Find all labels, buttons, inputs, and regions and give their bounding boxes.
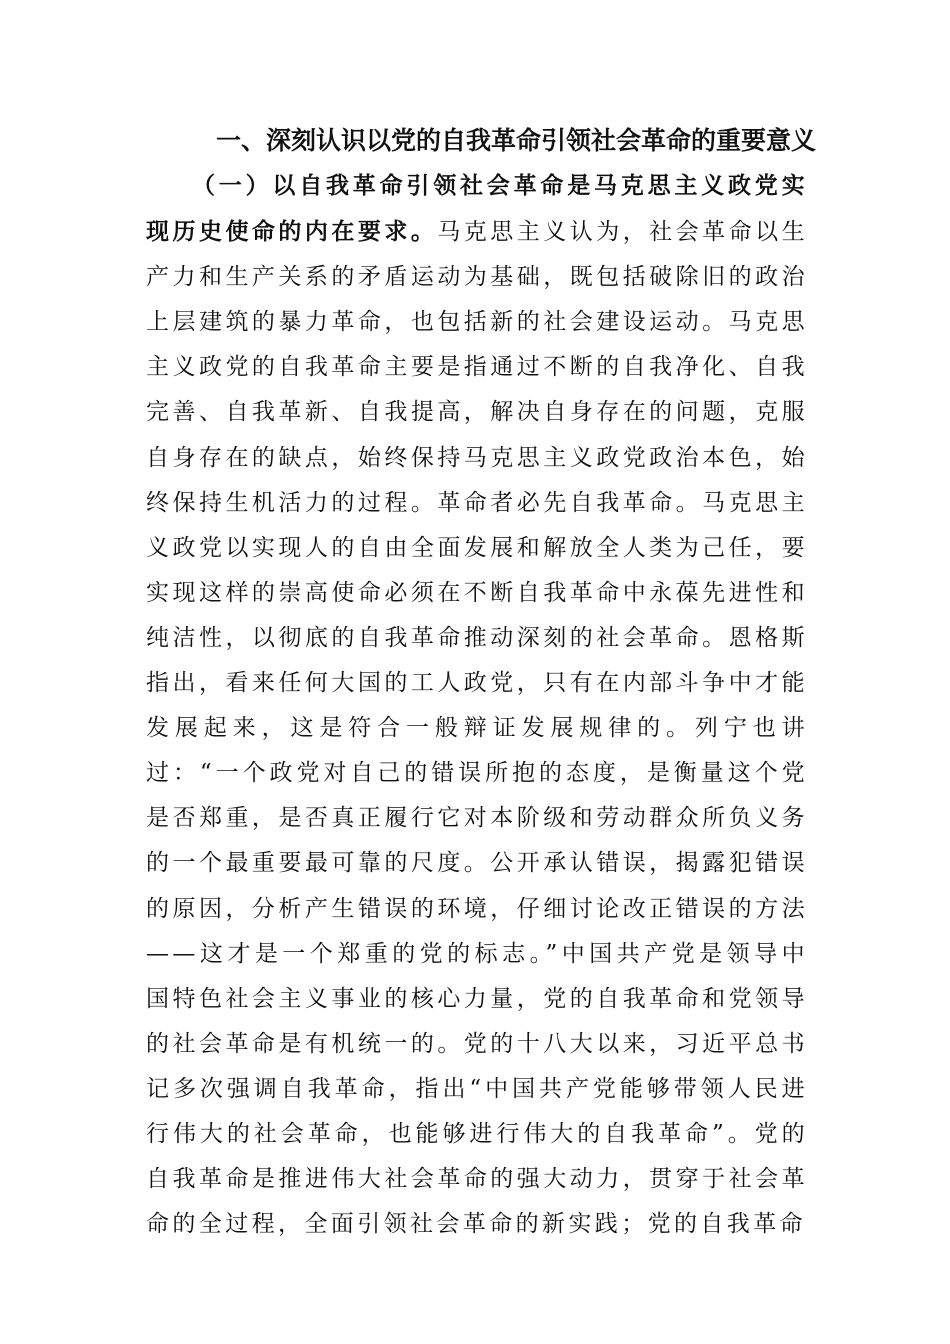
paragraph-lead-sentence: （一）以自我革命引领社会革命是马克思主义政党实现历史使命的内在要求。	[146, 172, 808, 246]
body-paragraph	[146, 163, 808, 1247]
paragraph-body-text: 马克思主义认为，社会革命以生产力和生产关系的矛盾运动为基础，既包括破除旧的政治上层建筑的暴力革命，也包括新的社会建设运动。马克思主义政党的自我革命主要是指通过不断的自我净化、自我完善、自我革新、自我提高，解决自身存在的问题，克服自身存在的缺点，始终保持马克思主义政党政治本色，始终保持生机活力的过程。革命者必先自我革命。马克思主义政党以实现人的自由全面发展和解放全人类为己任，要实现这样的崇高使命必须在不断自我革命中永葆先进性和纯洁性，以彻底的自我革命推动深刻的社会革命。恩格斯指出，看来任何大国的工人政党，只有在内部斗争中才能发展起来，这是符合一般辩证发展规律的。列宁也讲过：“一个政党对自己的错误所抱的态度，是衡量这个党是否郑重，是否真正履行它对本阶级和劳动群众所负义务的一个最重要最可靠的尺度。公开承认错误，揭露犯错误的原因，分析产生错误的环境，仔细讨论改正错误的方法——这才是一个郑重的党的标志。”中国共产党是领导中国特色社会主义事业的核心力量，党的自我革命和党领导的社会革命是有机统一的。党的十八大以来，习近平总书记多次强调自我革命，指出“中国共产党能够带领人民进行伟大的社会革命，也能够进行伟大的自我革命”。党的自我革命是推进伟大社会革命的强大动力，贯穿于社会革命的全过程，全面引领社会革命的新实践；党的自我革命	[146, 219, 808, 1238]
section-heading: 一、深刻认识以党的自我革命引领社会革命的重要意义	[215, 126, 816, 155]
